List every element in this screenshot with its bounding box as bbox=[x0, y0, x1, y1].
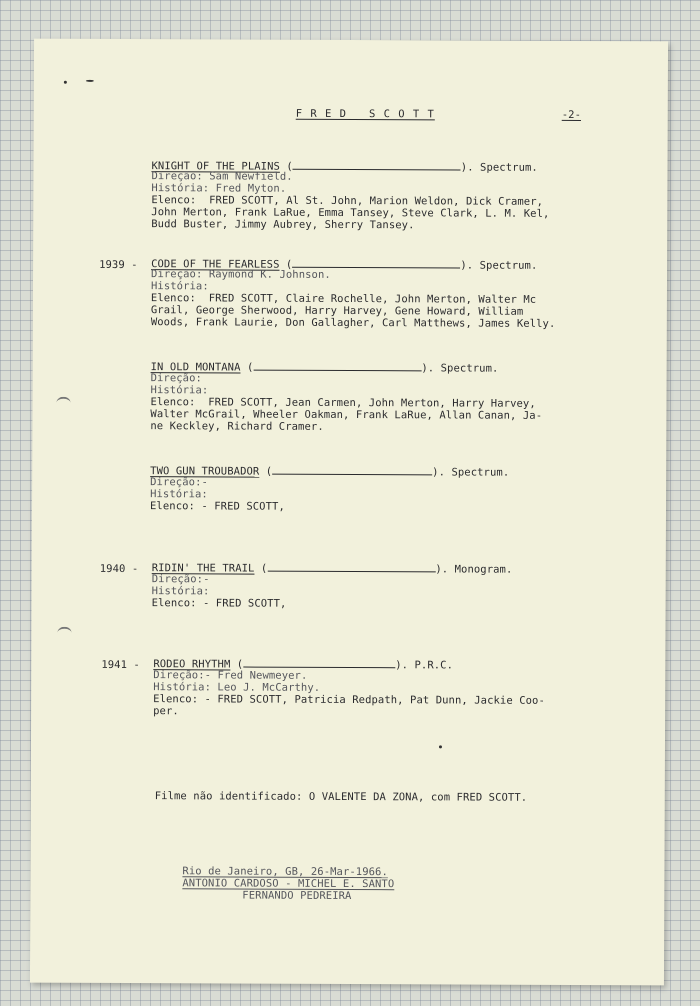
film-direction: Direção:- bbox=[151, 573, 210, 586]
film-direction: Direção:- Fred Newmeyer. bbox=[153, 669, 308, 682]
film-direction: Direção: bbox=[150, 372, 202, 385]
film-cast-line: Budd Buster, Jimmy Aubrey, Sherry Tansey. bbox=[151, 218, 415, 232]
film-year: 1940 - bbox=[99, 562, 139, 576]
film-cast-line: Elenco: FRED SCOTT, Jean Carmen, John Merton, Harry Harvey, bbox=[150, 396, 536, 410]
page-title: F R E D S C O T T bbox=[295, 107, 435, 121]
film-cast-line: Elenco: - FRED SCOTT, bbox=[149, 500, 285, 513]
film-year: 1941 - bbox=[101, 658, 140, 672]
film-story: História: bbox=[150, 280, 209, 293]
typed-page bbox=[30, 39, 668, 986]
film-story: História: bbox=[150, 384, 209, 397]
film-studio: . Monogram. bbox=[441, 563, 513, 576]
film-entry: IN OLD MONTANA ( ). Spectrum. Direção: História: Elenco: FRED SCOTT, Jean Carmen, John Merton, Harry Harvey, Walter McGrail, Wheeler Oakman, Frank LaRue, Allan Canan, Ja- ne Keckley, Richard Cramer. bbox=[150, 361, 543, 433]
film-cast-line: Elenco: - FRED SCOTT, bbox=[151, 597, 287, 610]
punch-hole bbox=[56, 397, 70, 409]
film-story: História: Leo J. McCarthy. bbox=[153, 681, 321, 694]
film-title: KNIGHT OF THE PLAINS bbox=[151, 160, 280, 173]
film-entry: 1939 - CODE OF THE FEARLESS ( ). Spectrum. Direção: Raymond K. Johnson. História: Elenco: FRED SCOTT, Claire Rochelle, John Merton, Walter Mc Grail, George Sherwood, Harry Harvey, Gene Howard, William Woods, Frank Laurie, Don Gallagher, Carl Matthews, James Kelly. bbox=[99, 258, 556, 330]
signature-authors: ANTONIO CARDOSO - MICHEL E. SANTO bbox=[182, 877, 395, 891]
film-cast-line: John Merton, Frank LaRue, Emma Tansey, Steve Clark, L. M. Kel, bbox=[151, 206, 550, 220]
film-cast-line: Elenco: - FRED SCOTT, Patricia Redpath, Pat Dunn, Jackie Coo- bbox=[153, 693, 545, 707]
film-cast-line: per. bbox=[153, 705, 179, 718]
film-title: RODEO RHYTHM bbox=[153, 658, 231, 671]
film-direction: Direção: Raymond K. Johnson. bbox=[151, 268, 331, 281]
film-cast-line: Woods, Frank Laurie, Don Gallagher, Carl Matthews, James Kelly. bbox=[150, 316, 556, 330]
signature-author: FERNANDO PEDREIRA bbox=[242, 889, 352, 903]
film-studio: . Spectrum. bbox=[466, 259, 538, 272]
film-entry: TWO GUN TROUBADOR ( ). Spectrum. Direção:- História: Elenco: - FRED SCOTT, bbox=[149, 465, 510, 513]
unidentified-film-note: Filme não identificado: O VALENTE DA ZONA, com FRED SCOTT. bbox=[154, 790, 528, 804]
film-cast-line: Elenco: FRED SCOTT, Claire Rochelle, John Merton, Walter Mc bbox=[150, 292, 537, 306]
blank-line bbox=[253, 361, 421, 372]
signature-place-date: Rio de Janeiro, GB, 26-Mar-1966. bbox=[182, 865, 388, 879]
film-cast-line: Grail, George Sherwood, Harry Harvey, Gene Howard, William bbox=[150, 304, 524, 318]
ink-speck bbox=[439, 745, 442, 748]
film-cast-line: Walter McGrail, Wheeler Oakman, Frank LaRue, Allan Canan, Ja- bbox=[150, 408, 543, 422]
ink-speck bbox=[64, 81, 67, 84]
blank-line bbox=[292, 258, 460, 269]
blank-line bbox=[243, 658, 395, 669]
punch-hole bbox=[57, 627, 71, 639]
film-story: História: bbox=[150, 488, 208, 501]
film-story: História: bbox=[151, 585, 210, 598]
film-title: RIDIN' THE TRAIL bbox=[151, 562, 255, 575]
film-story: História: Fred Myton. bbox=[151, 182, 287, 195]
film-direction: Direção: Sam Newfield. bbox=[151, 170, 293, 183]
film-entry: 1940 - RIDIN' THE TRAIL ( ). Monogram. Direção:- História: Elenco: - FRED SCOTT, bbox=[99, 562, 513, 610]
film-title: CODE OF THE FEARLESS bbox=[151, 258, 280, 271]
film-studio: . P.R.C. bbox=[401, 659, 454, 672]
blank-line bbox=[293, 160, 461, 171]
film-studio: . Spectrum. bbox=[467, 161, 538, 174]
film-entry: 1941 - RODEO RHYTHM ( ). P.R.C. Direção:- Fred Newmeyer. História: Leo J. McCarthy. Elenco: - FRED SCOTT, Patricia Redpath, Pat Dunn, Jackie Coo- per. bbox=[101, 658, 545, 718]
film-title: TWO GUN TROUBADOR bbox=[150, 465, 260, 478]
blank-line bbox=[267, 562, 435, 573]
film-studio: . Spectrum. bbox=[427, 362, 499, 375]
film-year: 1939 - bbox=[99, 258, 138, 272]
film-cast-line: Elenco: FRED SCOTT, Al St. John, Marion Weldon, Dick Cramer, bbox=[151, 194, 544, 208]
film-direction: Direção:- bbox=[150, 476, 208, 489]
page-number: -2- bbox=[561, 108, 582, 122]
film-title: IN OLD MONTANA bbox=[150, 361, 241, 374]
film-entry: KNIGHT OF THE PLAINS ( ). Spectrum. Direção: Sam Newfield. História: Fred Myton. Elenco: FRED SCOTT, Al St. John, Marion Weldon, Dick Cramer, John Merton, Frank LaRue, Emma Tansey, Steve Clark, L. M. Kel, Budd Buster, Jimmy Aubrey, Sherry Tansey. bbox=[151, 160, 550, 232]
film-cast-line: ne Keckley, Richard Cramer. bbox=[150, 420, 324, 433]
ink-speck bbox=[86, 80, 94, 82]
film-studio: . Spectrum. bbox=[438, 466, 510, 479]
blank-line bbox=[272, 465, 432, 476]
